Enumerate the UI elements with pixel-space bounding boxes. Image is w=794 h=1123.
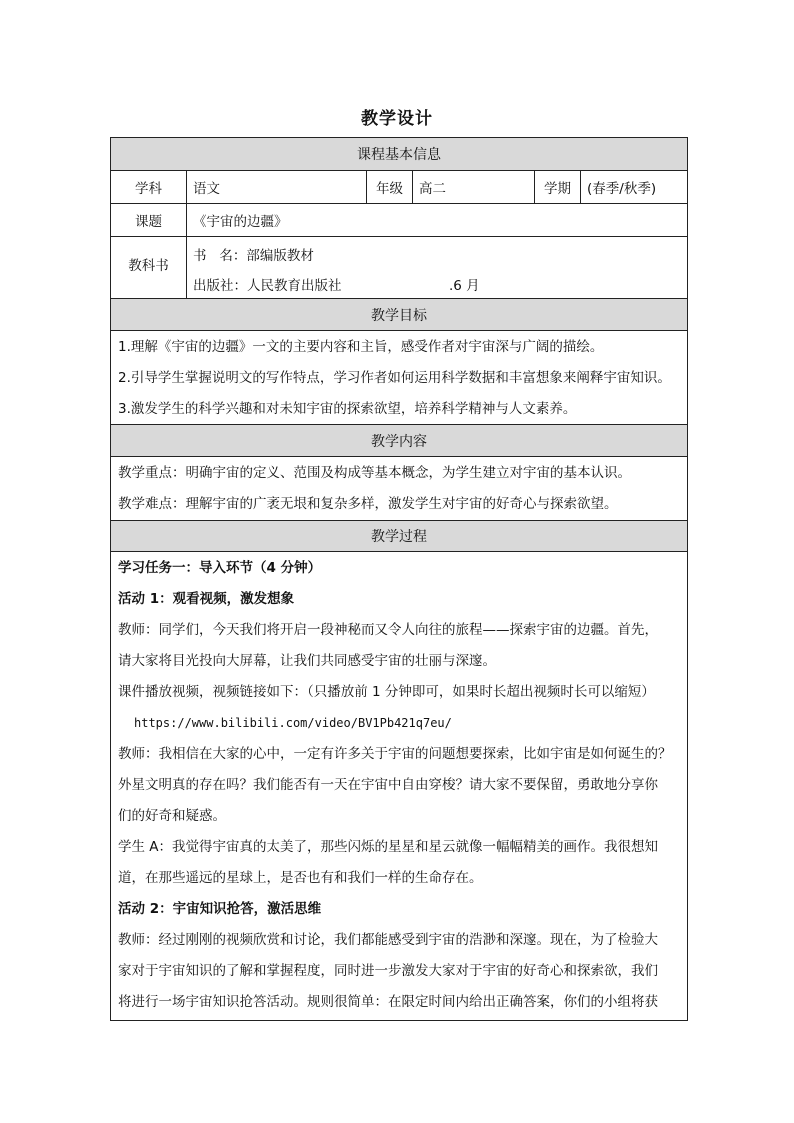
grade-value-cell [413, 171, 535, 203]
section-header-content [111, 425, 687, 457]
section-title: 课程基本信息 [357, 147, 441, 163]
objectives-body [111, 331, 687, 425]
teacher-line: 教师：经过刚刚的视频欣赏和讨论，我们都能感受到宇宙的浩渺和深邃。现在，为了检验大 [118, 932, 658, 948]
task-heading: 学习任务一：导入环节（4 分钟） [118, 560, 322, 576]
teacher-line: 家对于宇宙知识的了解和掌握程度，同时进一步激发大家对于宇宙的好奇心和探索欲，我们 [118, 963, 658, 979]
textbook-value-cell [187, 237, 688, 298]
term-label-cell [535, 171, 581, 203]
courseware-note: 课件播放视频，视频链接如下：（只播放前 1 分钟即可，如果时长超出视频时长可以缩短） [118, 684, 655, 700]
subject-value-cell [187, 171, 367, 203]
section-title: 教学内容 [371, 433, 427, 450]
topic-row [111, 204, 687, 237]
topic-label: 课题 [135, 214, 162, 230]
publisher: 出版社：人民教育出版社 [193, 278, 342, 294]
grade-label-cell [367, 171, 413, 203]
term-value: (春季/秋季) [587, 181, 657, 197]
student-line: 道，在那些遥远的星球上，是否也有和我们一样的生命存在。 [118, 870, 483, 886]
objective-item: 3.激发学生的科学兴趣和对未知宇宙的探索欲望，培养科学精神与人文素养。 [118, 401, 577, 417]
topic-value-cell [187, 204, 688, 236]
textbook-row [111, 237, 687, 299]
topic-value: 《宇宙的边疆》 [193, 214, 288, 230]
term-label: 学期 [544, 181, 571, 197]
section-header-objectives [111, 299, 687, 331]
objective-item: 1.理解《宇宙的边疆》一文的主要内容和主旨，感受作者对宇宙深与广阔的描绘。 [118, 339, 604, 355]
process-body [111, 552, 687, 1018]
activity-heading: 活动 1：观看视频，激发想象 [118, 591, 295, 607]
topic-label-cell [111, 204, 187, 236]
grade-value: 高二 [419, 181, 446, 197]
teacher-line: 外星文明真的存在吗？我们能否有一天在宇宙中自由穿梭？请大家不要保留，勇敢地分享你 [118, 777, 658, 793]
teaching-key-point: 教学重点：明确宇宙的定义、范围及构成等基本概念，为学生建立对宇宙的基本认识。 [118, 465, 631, 481]
textbook-label: 教科书 [128, 258, 169, 274]
document-title: 教学设计 [361, 109, 433, 129]
activity-heading: 活动 2：宇宙知识抢答，激活思维 [118, 901, 322, 917]
section-title: 教学过程 [371, 529, 427, 545]
student-line: 学生 A：我觉得宇宙真的太美了，那些闪烁的星星和星云就像一幅幅精美的画作。我很想知 [118, 839, 659, 855]
teacher-line: 请大家将目光投向大屏幕，让我们共同感受宇宙的壮丽与深邃。 [118, 653, 496, 669]
teacher-line: 将进行一场宇宙知识抢答活动。规则很简单：在限定时间内给出正确答案，你们的小组将获 [118, 994, 658, 1010]
lesson-plan-table [110, 137, 688, 1021]
book-name: 书 名：部编版教材 [193, 248, 314, 264]
video-link[interactable]: https://www.bilibili.com/video/BV1Pb421q7eu/ [134, 716, 452, 730]
subject-label-cell [111, 171, 187, 203]
textbook-label-cell [111, 237, 187, 298]
teacher-line: 教师：我相信在大家的心中，一定有许多关于宇宙的问题想要探索，比如宇宙是如何诞生的？ [118, 746, 672, 762]
publish-date: .6 月 [449, 278, 480, 294]
section-header-process [111, 521, 687, 552]
objective-item: 2.引导学生掌握说明文的写作特点，学习作者如何运用科学数据和丰富想象来阐释宇宙知识。 [118, 370, 671, 386]
teacher-line: 们的好奇和疑惑。 [118, 808, 226, 824]
term-value-cell [581, 171, 688, 203]
subject-value: 语文 [193, 181, 220, 197]
subject-row [111, 171, 687, 204]
section-header-basic-info [111, 138, 687, 171]
teacher-line: 教师：同学们，今天我们将开启一段神秘而又令人向往的旅程——探索宇宙的边疆。首先， [118, 622, 658, 638]
grade-label: 年级 [376, 181, 403, 197]
section-title: 教学目标 [371, 307, 427, 324]
teaching-difficulty: 教学难点：理解宇宙的广袤无垠和复杂多样，激发学生对宇宙的好奇心与探索欲望。 [118, 496, 618, 512]
content-body [111, 457, 687, 521]
subject-label: 学科 [135, 181, 162, 197]
